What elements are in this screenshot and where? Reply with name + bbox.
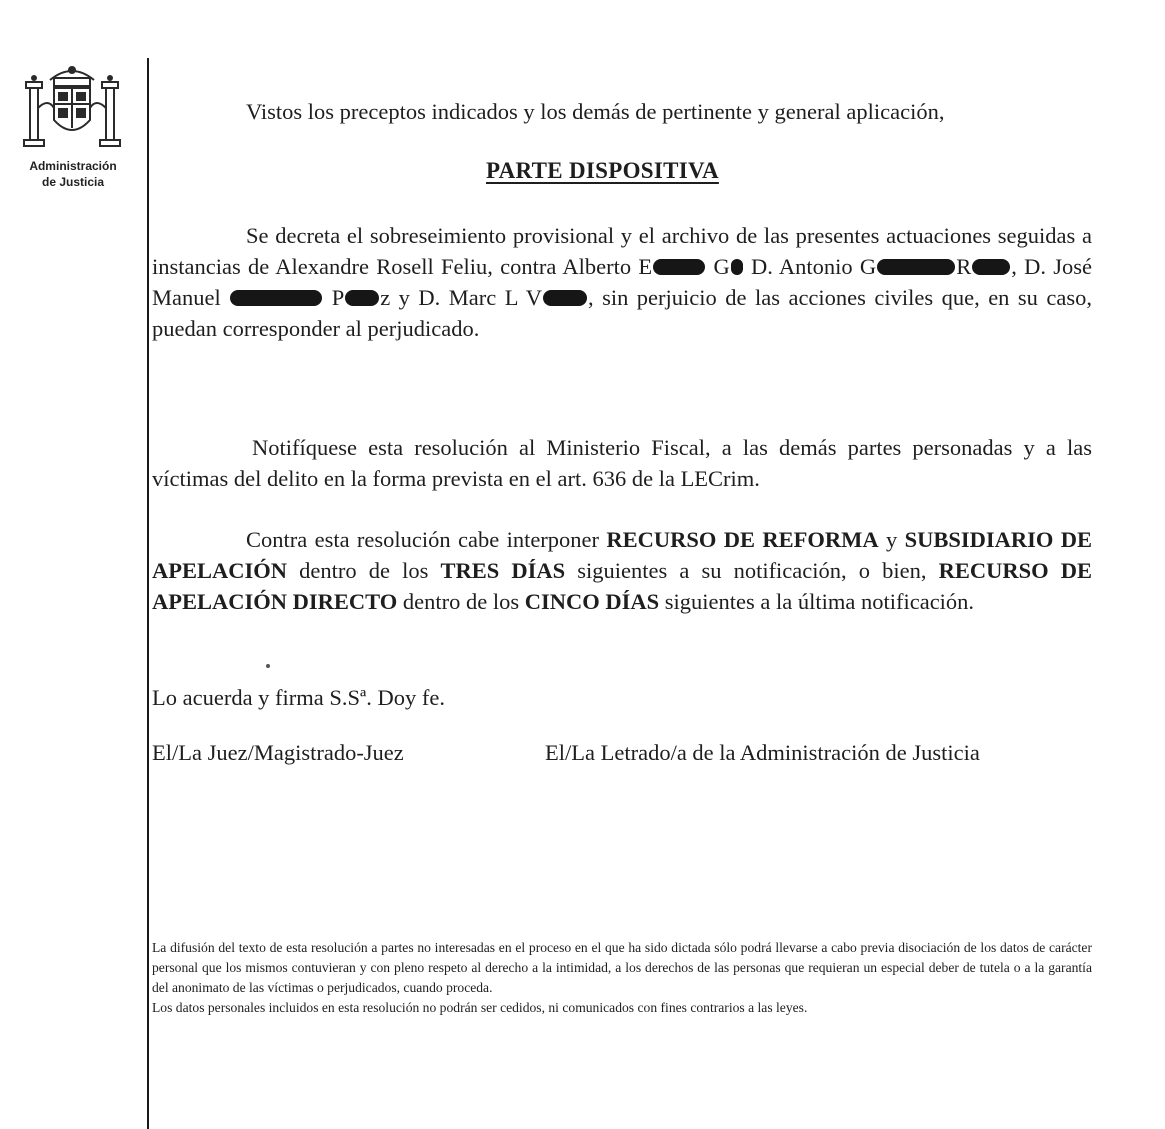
appeal-text: siguientes a su notificación, o bien,	[565, 558, 939, 583]
scan-speck	[266, 664, 270, 668]
appeal-emphasis: RECURSO DE REFORMA	[606, 527, 879, 552]
ruling-text: R	[956, 254, 972, 279]
ruling-text: D. Antonio G	[743, 254, 877, 279]
appeal-text: siguientes a la última notificación.	[659, 589, 975, 614]
redaction-mark	[877, 259, 955, 275]
judge-signature-label: El/La Juez/Magistrado-Juez	[152, 740, 404, 765]
ruling-text: , D. José Manuel	[152, 254, 1093, 310]
ruling-text: z y D. Marc L V	[380, 285, 542, 310]
ruling-text: P	[323, 285, 345, 310]
section-heading: PARTE DISPOSITIVA	[486, 158, 719, 183]
redaction-mark	[230, 290, 322, 306]
redaction-mark	[972, 259, 1010, 275]
ruling-text: , sin perjuicio de las acciones civiles que, en su caso, puedan corresponder al perjudicado.	[152, 285, 1093, 341]
appeal-emphasis: TRES DÍAS	[440, 558, 566, 583]
issuing-authority	[10, 158, 136, 190]
appeal-text: dentro de los	[287, 558, 441, 583]
coat-of-arms-icon	[18, 58, 126, 158]
org-line-2: de Justicia	[41, 175, 105, 189]
redaction-mark	[345, 290, 379, 306]
privacy-footer	[152, 938, 1092, 1018]
appeal-text: dentro de los	[397, 589, 525, 614]
redaction-mark	[731, 259, 743, 275]
appeal-text: y	[878, 527, 905, 552]
ruling-text: Se decreta el sobreseimiento provisional y el archivo de las presentes actuaciones seguidas a instancias de Alexandre Rosell Feliu, contra Alberto E	[152, 223, 1092, 279]
appeal-paragraph	[152, 524, 1092, 617]
footer-paragraph: La difusión del texto de esta resolución a partes no interesadas en el proceso en el que ha sido dictada sólo podrá llevarse a cabo previa disociación de los datos de carácter personal que los mismos contuvieran y con pleno respeto al derecho a la intimidad, a los derechos de las personas que requieran un especial deber de tutela o a la garantía del anonimato de las víctimas o perjudicados, cuando proceda.	[152, 940, 1092, 995]
org-line-1: Administración	[29, 159, 117, 173]
ruling-paragraph	[152, 220, 1092, 344]
appeal-emphasis: RECURSO DE APELACIÓN DIRECTO	[152, 558, 1092, 614]
appeal-emphasis: CINCO DÍAS	[524, 589, 660, 614]
intro-paragraph: Vistos los preceptos indicados y los demás de pertinente y general aplicación,	[246, 99, 945, 124]
appeal-text: Contra esta resolución cabe interponer	[246, 527, 607, 552]
appeal-emphasis: SUBSIDIARIO DE APELACIÓN	[152, 527, 1092, 583]
redaction-mark	[543, 290, 587, 306]
notification-paragraph: Notifíquese esta resolución al Ministerio Fiscal, a las demás partes personadas y a las víctimas del delito en la forma prevista en el art. 636 de la LECrim.	[152, 435, 1092, 491]
ruling-text: G	[706, 254, 730, 279]
redaction-mark	[653, 259, 705, 275]
clerk-signature-label: El/La Letrado/a de la Administración de Justicia	[545, 740, 980, 765]
closing-line: Lo acuerda y firma S.Sª. Doy fe.	[152, 685, 445, 710]
margin-rule	[147, 58, 149, 1129]
footer-paragraph: Los datos personales incluidos en esta resolución no podrán ser cedidos, ni comunicados con fines contrarios a las leyes.	[152, 1000, 808, 1015]
